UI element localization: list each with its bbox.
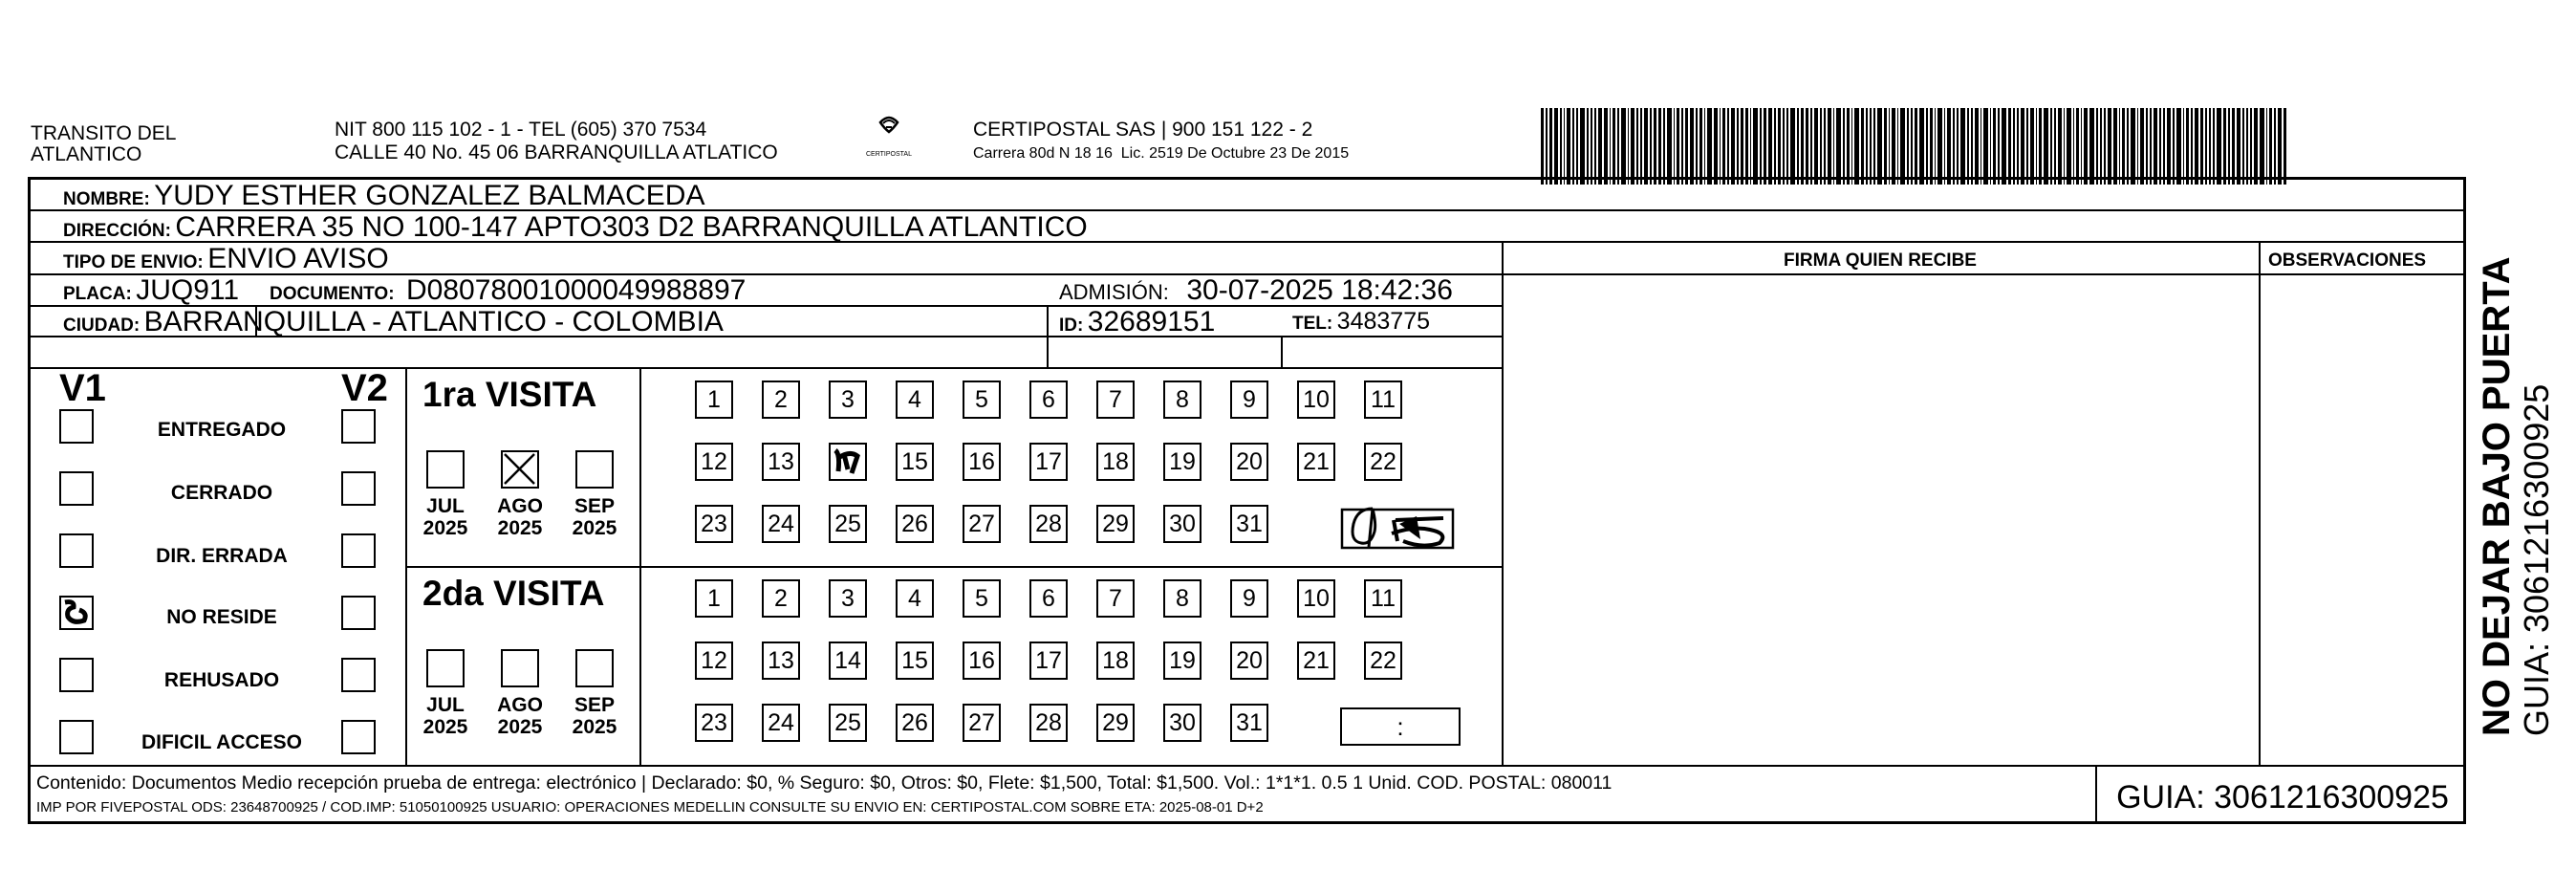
ciudad-label: CIUDAD: xyxy=(63,315,141,336)
first-days-day-4[interactable]: 4 xyxy=(896,381,934,419)
hand-mark-icon xyxy=(61,598,91,627)
v2-checkbox-dir-errada[interactable] xyxy=(341,533,376,568)
first-days-day-10[interactable]: 10 xyxy=(1297,381,1335,419)
footer-contenido: Contenido: Documentos Medio recepción prueba de entrega: electrónico | Declarado: $0, % Seguro: $0, Otros: $0, Flete: $1,500, Total: $1,500. Vol.: 1*1*1. 0.5 1 Unid. COD. POSTAL: 080011 xyxy=(36,772,1613,794)
sender-name-line1: TRANSITO DEL xyxy=(31,122,177,144)
reason-entregado: ENTREGADO xyxy=(157,419,287,441)
month-ago-year: 2025 xyxy=(497,517,543,539)
second-days-day-3[interactable]: 3 xyxy=(829,579,867,618)
second-days-day-18[interactable]: 18 xyxy=(1096,642,1135,680)
first-days-day-26[interactable]: 26 xyxy=(896,505,934,543)
first-days-day-9[interactable]: 9 xyxy=(1230,381,1268,419)
first-days-day-18[interactable]: 18 xyxy=(1096,443,1135,481)
direccion-value: CARRERA 35 NO 100-147 APTO303 D2 BARRANQUILLA ATLANTICO xyxy=(175,211,1088,243)
v1-checkbox-rehusado[interactable] xyxy=(59,658,94,692)
first-days-day-20[interactable]: 20 xyxy=(1230,443,1268,481)
v2-checkbox-rehusado[interactable] xyxy=(341,658,376,692)
v2-checkbox-entregado[interactable] xyxy=(341,409,376,444)
id-label: ID: xyxy=(1059,315,1084,336)
sender-name-line2: ATLANTICO xyxy=(31,143,142,165)
placa-cell xyxy=(63,274,239,307)
v1-checkbox-cerrado[interactable] xyxy=(59,471,94,506)
placa-label: PLACA: xyxy=(63,284,132,304)
first-days-day-1[interactable]: 1 xyxy=(695,381,733,419)
footer-guia: GUIA: 3061216300925 xyxy=(2116,779,2449,816)
second-days-day-11[interactable]: 11 xyxy=(1364,579,1402,618)
month-ago-text: AGO xyxy=(497,495,543,517)
second-days-day-20[interactable]: 20 xyxy=(1230,642,1268,680)
first-days-day-17[interactable]: 17 xyxy=(1029,443,1068,481)
documento-cell xyxy=(270,274,746,307)
admision-cell xyxy=(1059,274,1453,307)
company-line: CERTIPOSTAL SAS | 900 151 122 - 2 xyxy=(973,119,1313,141)
second-visit-month-ago[interactable] xyxy=(501,649,539,687)
month-sep-year: 2025 xyxy=(572,716,617,738)
first-days-day-29[interactable]: 29 xyxy=(1096,505,1135,543)
admision-label: ADMISIÓN: xyxy=(1059,280,1169,304)
id-cell xyxy=(1059,306,1215,338)
first-days-day-6[interactable]: 6 xyxy=(1029,381,1068,419)
logo-text: CERTIPOSTAL xyxy=(866,151,912,158)
second-days-day-5[interactable]: 5 xyxy=(963,579,1001,618)
second-days-day-22[interactable]: 22 xyxy=(1364,642,1402,680)
second-days-day-4[interactable]: 4 xyxy=(896,579,934,618)
second-days-day-15[interactable]: 15 xyxy=(896,642,934,680)
first-days-day-13[interactable]: 13 xyxy=(762,443,800,481)
first-visit-month-sep[interactable] xyxy=(575,450,614,489)
second-days-day-6[interactable]: 6 xyxy=(1029,579,1068,618)
v1-checkbox-dir-errada[interactable] xyxy=(59,533,94,568)
month-ago-year: 2025 xyxy=(497,716,543,738)
nombre-value: YUDY ESTHER GONZALEZ BALMACEDA xyxy=(154,180,705,211)
side-text xyxy=(2476,256,2556,736)
v2-checkbox-no-reside[interactable] xyxy=(341,596,376,630)
month-sep-text: SEP xyxy=(574,495,616,517)
first-days-day-14[interactable] xyxy=(829,443,867,481)
sender-nit: NIT 800 115 102 - 1 - TEL (605) 370 7534 xyxy=(335,119,707,141)
first-visit-month-jul[interactable] xyxy=(426,450,465,489)
first-days-day-30[interactable]: 30 xyxy=(1163,505,1201,543)
reason-rehusado: REHUSADO xyxy=(163,669,280,691)
nombre-label: NOMBRE: xyxy=(63,189,150,209)
first-days-day-12[interactable]: 12 xyxy=(695,443,733,481)
month-sep-year: 2025 xyxy=(572,517,617,539)
first-days-day-28[interactable]: 28 xyxy=(1029,505,1068,543)
second-days-day-21[interactable]: 21 xyxy=(1297,642,1335,680)
first-days-day-3[interactable]: 3 xyxy=(829,381,867,419)
v1-checkbox-dificil-acceso[interactable] xyxy=(59,720,94,754)
first-days-day-5[interactable]: 5 xyxy=(963,381,1001,419)
second-visit-label: 2da VISITA xyxy=(422,574,605,613)
first-days-day-24[interactable]: 24 xyxy=(762,505,800,543)
first-days-day-25[interactable]: 25 xyxy=(829,505,867,543)
firma-label: FIRMA QUIEN RECIBE xyxy=(1784,250,1977,271)
second-days-day-31[interactable]: 31 xyxy=(1230,704,1268,742)
v1-checkbox-no-reside[interactable] xyxy=(59,596,94,630)
first-visit-month-sep-label xyxy=(571,495,618,539)
second-days-day-26[interactable]: 26 xyxy=(896,704,934,742)
second-visit-month-jul[interactable] xyxy=(426,649,465,687)
guide-frame xyxy=(28,177,2466,824)
tipo-envio-row xyxy=(63,243,389,275)
second-days-day-19[interactable]: 19 xyxy=(1163,642,1201,680)
tel-value: 3483775 xyxy=(1336,308,1430,335)
second-days-day-28[interactable]: 28 xyxy=(1029,704,1068,742)
reason-dir-errada: DIR. ERRADA xyxy=(156,545,288,567)
second-days-day-1[interactable]: 1 xyxy=(695,579,733,618)
first-days-day-21[interactable]: 21 xyxy=(1297,443,1335,481)
second-days-day-12[interactable]: 12 xyxy=(695,642,733,680)
v1-checkbox-entregado[interactable] xyxy=(59,409,94,444)
direccion-row xyxy=(63,211,1088,244)
v1-label: V1 xyxy=(59,367,106,409)
reason-no-reside: NO RESIDE xyxy=(166,606,277,628)
second-days-day-13[interactable]: 13 xyxy=(762,642,800,680)
first-visit-month-ago[interactable] xyxy=(501,450,539,489)
second-days-day-27[interactable]: 27 xyxy=(963,704,1001,742)
second-days-day-14[interactable]: 14 xyxy=(829,642,867,680)
first-days-day-31[interactable]: 31 xyxy=(1230,505,1268,543)
footer-imp-line: IMP POR FIVEPOSTAL ODS: 23648700925 / COD.IMP: 51050100925 USUARIO: OPERACIONES MEDELLIN CONSULTE SU ENVIO EN: CERTIPOSTAL.COM SOBRE ETA: 2025-08-01 D+2 xyxy=(36,799,1264,816)
first-days-day-8[interactable]: 8 xyxy=(1163,381,1201,419)
second-days-day-30[interactable]: 30 xyxy=(1163,704,1201,742)
tel-label: TEL: xyxy=(1292,314,1333,334)
first-days-day-23[interactable]: 23 xyxy=(695,505,733,543)
first-days-day-11[interactable]: 11 xyxy=(1364,381,1402,419)
second-days-day-10[interactable]: 10 xyxy=(1297,579,1335,618)
second-days-day-2[interactable]: 2 xyxy=(762,579,800,618)
second-days-day-23[interactable]: 23 xyxy=(695,704,733,742)
second-visit-month-sep[interactable] xyxy=(575,649,614,687)
side-no-dejar: NO DEJAR BAJO PUERTA xyxy=(2476,256,2518,736)
reason-cerrado: CERRADO xyxy=(170,482,273,504)
month-sep-text: SEP xyxy=(574,694,616,716)
month-jul-year: 2025 xyxy=(422,517,468,539)
first-days-day-16[interactable]: 16 xyxy=(963,443,1001,481)
first-visit-time-box[interactable] xyxy=(1336,505,1459,553)
observaciones-label: OBSERVACIONES xyxy=(2268,250,2427,271)
first-days-day-2[interactable]: 2 xyxy=(762,381,800,419)
id-value: 32689151 xyxy=(1087,306,1216,337)
second-days-day-7[interactable]: 7 xyxy=(1096,579,1135,618)
first-days-day-15[interactable]: 15 xyxy=(896,443,934,481)
barcode xyxy=(1541,108,2286,185)
observaciones-header xyxy=(2268,250,2426,272)
ciudad-cell xyxy=(63,306,724,338)
admision-value: 30-07-2025 18:42:36 xyxy=(1186,274,1453,306)
first-days-day-7[interactable]: 7 xyxy=(1096,381,1135,419)
month-jul-text: JUL xyxy=(426,694,465,716)
side-guia: GUIA: 3061216300925 xyxy=(2517,383,2556,736)
tel-cell xyxy=(1292,308,1430,336)
v2-checkbox-dificil-acceso[interactable] xyxy=(341,720,376,754)
documento-value: D08078001000049988897 xyxy=(406,274,747,306)
second-days-day-9[interactable]: 9 xyxy=(1230,579,1268,618)
firma-header xyxy=(1502,250,2259,272)
handwritten-time-icon xyxy=(1336,505,1459,553)
second-days-day-16[interactable]: 16 xyxy=(963,642,1001,680)
second-visit-month-ago-label xyxy=(496,694,544,738)
placa-value: JUQ911 xyxy=(136,274,240,306)
v2-checkbox-cerrado[interactable] xyxy=(341,471,376,506)
second-visit-month-jul-label xyxy=(422,694,469,738)
first-days-day-22[interactable]: 22 xyxy=(1364,443,1402,481)
second-visit-time-box[interactable]: : xyxy=(1340,707,1461,746)
documento-label: DOCUMENTO: xyxy=(270,284,395,304)
x-mark-icon xyxy=(503,452,536,486)
tipo-envio-value: ENVIO AVISO xyxy=(207,243,389,274)
month-jul-text: JUL xyxy=(426,495,465,517)
sender-address: CALLE 40 No. 45 06 BARRANQUILLA ATLATICO xyxy=(335,141,778,163)
nombre-row xyxy=(63,180,704,212)
first-days-day-19[interactable]: 19 xyxy=(1163,443,1201,481)
reason-dificil-acceso: DIFICIL ACCESO xyxy=(141,731,302,753)
first-visit-label: 1ra VISITA xyxy=(422,375,597,414)
ciudad-value: BARRANQUILLA - ATLANTICO - COLOMBIA xyxy=(143,306,724,337)
scribble-mark-icon xyxy=(831,445,864,478)
month-ago-text: AGO xyxy=(497,694,543,716)
month-jul-year: 2025 xyxy=(422,716,468,738)
first-days-day-27[interactable]: 27 xyxy=(963,505,1001,543)
direccion-label: DIRECCIÓN: xyxy=(63,221,171,241)
certipostal-logo xyxy=(855,113,922,165)
second-days-day-29[interactable]: 29 xyxy=(1096,704,1135,742)
second-days-day-25[interactable]: 25 xyxy=(829,704,867,742)
first-visit-month-jul-label xyxy=(422,495,469,539)
second-days-day-17[interactable]: 17 xyxy=(1029,642,1068,680)
v2-label: V2 xyxy=(341,367,388,409)
first-visit-month-ago-label xyxy=(496,495,544,539)
tipo-envio-label: TIPO DE ENVIO: xyxy=(63,252,204,272)
second-days-day-8[interactable]: 8 xyxy=(1163,579,1201,618)
second-visit-month-sep-label xyxy=(571,694,618,738)
company-license: Carrera 80d N 18 16 Lic. 2519 De Octubre 23 De 2015 xyxy=(973,145,1350,162)
second-days-day-24[interactable]: 24 xyxy=(762,704,800,742)
